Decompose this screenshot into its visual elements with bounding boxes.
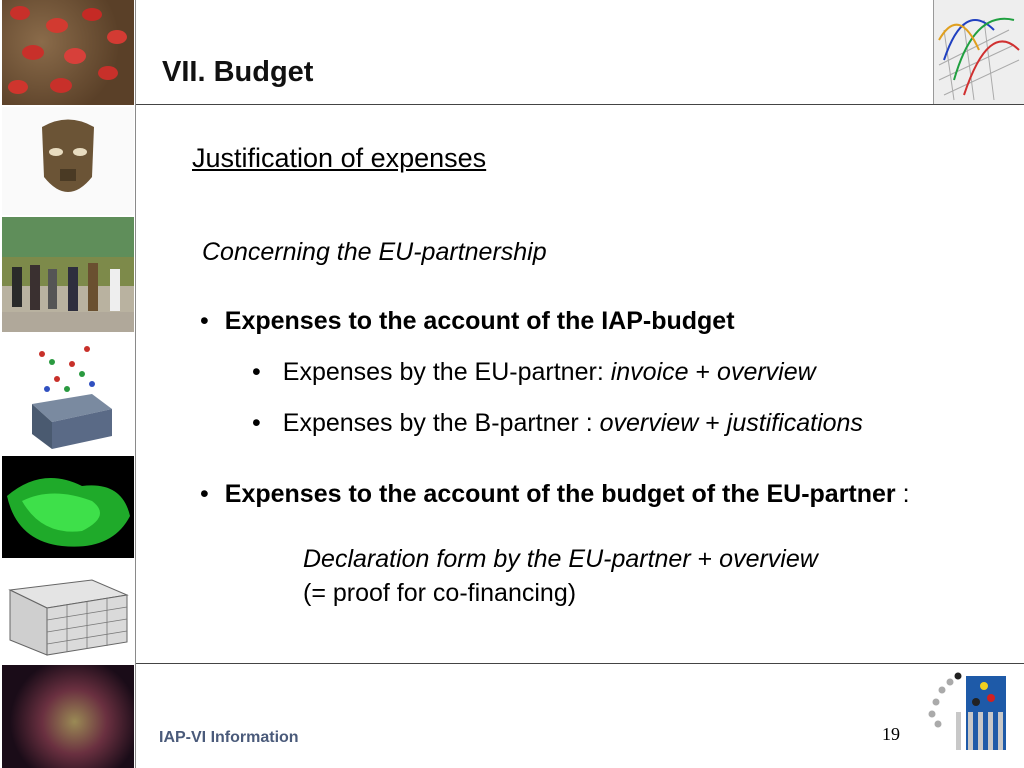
bullet-marker: •	[200, 480, 209, 508]
mesh-block-image	[2, 560, 134, 662]
molecular-lattice-image	[2, 334, 134, 454]
slide-subtitle: Justification of expenses	[192, 143, 487, 173]
bullet-eu-partner-budget	[200, 477, 920, 511]
footer-label: IAP-VI Information	[159, 729, 299, 746]
bullet-text: Expenses to the account of the budget of the EU-partner	[224, 480, 896, 508]
colon-text: :	[895, 480, 910, 508]
bullet-marker: •	[252, 358, 261, 386]
page-number: 19	[882, 724, 900, 744]
invoice-text: invoice	[610, 358, 689, 386]
bullet-marker: •	[200, 307, 209, 335]
slide-title: VII. Budget	[162, 56, 314, 88]
bullet-iap-budget	[200, 307, 735, 336]
bullet-text: Expenses by the B-partner :	[282, 409, 600, 437]
plus-text: +	[688, 358, 718, 386]
strip-divider	[135, 0, 136, 768]
plus-text: +	[690, 545, 720, 573]
green-terrain-scan-image	[2, 456, 134, 558]
overview-text: overview	[599, 409, 699, 437]
crowd-street-image	[2, 217, 134, 332]
red-blood-cells-image	[2, 0, 134, 105]
header-rule	[136, 104, 1024, 105]
curves-diagram-image	[933, 0, 1024, 104]
tribal-mask-image	[2, 107, 134, 215]
declaration-text: Declaration form by the EU-partner	[303, 545, 691, 573]
justifications-text: justifications	[726, 409, 863, 437]
bullet-eu-partner-expenses	[252, 358, 816, 387]
proof-line: (= proof for co-financing)	[303, 579, 577, 607]
context-heading: Concerning the EU-partnership	[202, 238, 547, 266]
bullet-b-partner-expenses	[252, 409, 863, 438]
declaration-line	[303, 545, 818, 574]
plus-text: +	[698, 409, 727, 437]
bullet-text: Expenses by the EU-partner:	[282, 358, 611, 386]
bullet-text: Expenses to the account of the IAP-budget	[224, 307, 735, 335]
overview-text: overview	[719, 545, 818, 573]
bullet-marker: •	[252, 409, 261, 437]
overview-text: overview	[717, 358, 816, 386]
galaxy-nebula-image	[2, 665, 134, 768]
footer-rule	[136, 663, 1024, 664]
iap-logo	[928, 672, 1010, 754]
left-image-strip	[0, 0, 136, 768]
